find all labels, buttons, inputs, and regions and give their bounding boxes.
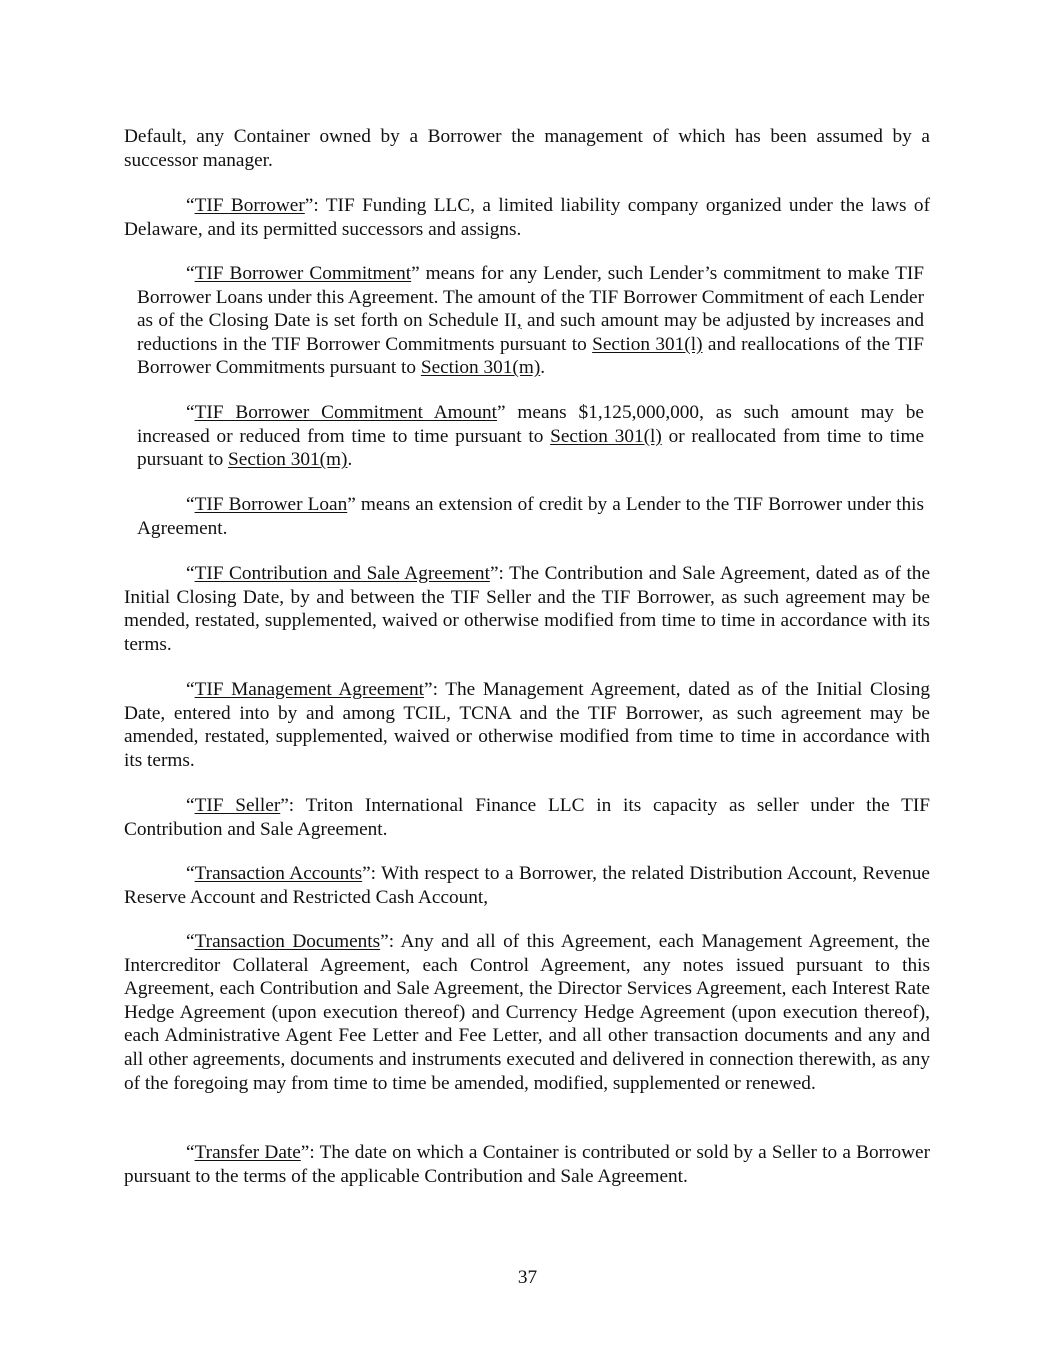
definition-tif-management-agreement — [124, 678, 930, 772]
definition-tif-seller — [124, 794, 930, 841]
definition-text: ”: The Contribution and Sale Agreement, dated as of the Initial Closing Date, by and between the TIF Seller and the TIF Borrower, as such agreement may be mended, restated, supplemented, waived or otherwise modified from time to time in accordance with its terms. — [124, 563, 931, 655]
section-reference: Section 301(m) — [420, 357, 541, 379]
page-number: 37 — [517, 1267, 538, 1288]
defined-term: Transaction Accounts — [194, 863, 363, 884]
open-quote: “ — [186, 563, 195, 584]
definition-transaction-accounts — [124, 862, 930, 909]
definition-tif-borrower — [124, 194, 930, 241]
definition-tif-borrower-commitment-amount — [137, 401, 924, 472]
definition-transaction-documents — [124, 930, 930, 1095]
open-quote: “ — [186, 195, 195, 216]
section-reference: Section 301(l) — [592, 333, 703, 355]
definition-text: ”: The Management Agreement, dated as of the Initial Closing Date, entered into by and among TCIL, TCNA and the TIF Borrower, as such agreement may be amended, restated, supplemented, waived or otherwise modified from time to time in accordance with its terms. — [124, 679, 931, 771]
open-quote: “ — [186, 1142, 195, 1163]
definition-tif-contribution-and-sale-agreement — [124, 562, 930, 656]
definition-text: ”: With respect to a Borrower, the related Distribution Account, Revenue Reserve Account and Restricted Cash Account, — [124, 863, 930, 908]
section-reference: Section 301(l) — [550, 425, 662, 447]
definition-transfer-date — [124, 1141, 930, 1188]
definition-text: ”: TIF Funding LLC, a limited liability company organized under the laws of Delaware, and its permitted successors and assigns. — [124, 195, 930, 240]
defined-term: TIF Borrower Commitment Amount — [194, 402, 497, 423]
definition-text: and reallocations of the TIF Borrower Commitments pursuant to — [137, 333, 924, 379]
definition-text: ” means $1,125,000,000, as such amount may be increased or reduced from time to time pursuant to — [137, 402, 924, 447]
underlined-comma: , — [516, 310, 522, 332]
open-quote: “ — [186, 402, 195, 423]
definition-tif-borrower-loan — [137, 493, 924, 540]
open-quote: “ — [186, 795, 195, 816]
defined-term: TIF Management Agreement — [194, 679, 425, 700]
paragraph-text: Default, any Container owned by a Borrower the management of which has been assumed by a successor manager. — [124, 126, 930, 171]
paragraph-continuation — [124, 125, 930, 172]
definition-text: ”: Triton International Finance LLC in its capacity as seller under the TIF Contribution and Sale Agreement. — [124, 795, 931, 840]
section-reference: Section 301(m) — [228, 449, 348, 471]
defined-term: Transaction Documents — [194, 931, 381, 952]
open-quote: “ — [186, 494, 195, 515]
defined-term: Transfer Date — [194, 1142, 301, 1163]
definition-text: and such amount may be adjusted by increases and reductions in the TIF Borrower Commitments pursuant to — [137, 310, 924, 355]
defined-term: TIF Borrower Commitment — [194, 263, 412, 284]
definition-text: . — [540, 357, 546, 379]
definition-text: ”: Any and all of this Agreement, each Management Agreement, the Intercreditor Collateral Agreement, each Control Agreement, any notes issued pursuant to this Agreement, each Contribution and Sale Agreement, the Director Services Agreement, each Interest Rate Hedge Agreement (upon execution thereof) and Currency Hedge Agreement (upon execution thereof), each Administrative Agent Fee Letter and Fee Letter, and all other transaction documents and any and all other agreements, documents and instruments executed and delivered in connection therewith, as any of the foregoing may from time to time be amended, modified, supplemented or renewed. — [124, 931, 930, 1094]
definition-text: or reallocated from time to time pursuant to — [137, 425, 925, 471]
open-quote: “ — [186, 863, 195, 884]
definition-text: ”: The date on which a Container is contributed or sold by a Seller to a Borrower pursuant to the terms of the applicable Contribution and Sale Agreement. — [124, 1142, 930, 1187]
open-quote: “ — [186, 263, 195, 284]
open-quote: “ — [186, 931, 195, 952]
definition-text: . — [347, 449, 353, 471]
defined-term: TIF Borrower — [194, 195, 305, 216]
defined-term: TIF Seller — [194, 795, 281, 816]
defined-term: TIF Borrower Loan — [194, 494, 348, 515]
definition-tif-borrower-commitment — [137, 262, 924, 380]
defined-term: TIF Contribution and Sale Agreement — [194, 563, 490, 584]
open-quote: “ — [186, 679, 195, 700]
definition-text: ” means an extension of credit by a Lender to the TIF Borrower under this Agreement. — [137, 494, 924, 539]
definition-text: ” means for any Lender, such Lender’s commitment to make TIF Borrower Loans under this Agreement. The amount of the TIF Borrower Commitment of each Lender as of the Closing Date is set forth on Schedule II — [137, 263, 924, 332]
